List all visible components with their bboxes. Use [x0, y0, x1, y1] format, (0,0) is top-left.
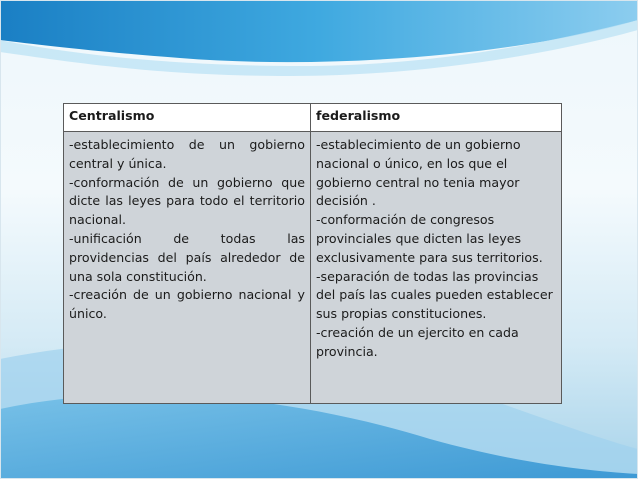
list-item: -conformación de un gobierno que dicte las leyes para todo el territorio nacional.: [69, 174, 310, 228]
list-item: -establecimiento de un gobierno central y única.: [69, 137, 310, 171]
list-item: -establecimiento de un gobierno nacional o único, en los que el gobierno central no tenia mayor decisión .: [316, 137, 525, 209]
table-header-row: [64, 104, 562, 132]
list-item: -creación de un gobierno nacional y único.: [69, 287, 310, 322]
header-centralismo: Centralismo: [64, 104, 311, 132]
comparison-table: [63, 103, 562, 404]
federalismo-cell: [311, 132, 562, 404]
table-row: [64, 132, 562, 404]
list-item: -separación de todas las provincias del país las cuales pueden establecer sus propias constituciones.: [316, 268, 557, 322]
header-federalismo: federalismo: [311, 104, 562, 132]
list-item: -unificación de todas las providencias del país alrededor de una sola constitución.: [69, 230, 310, 284]
centralismo-cell: [64, 132, 311, 404]
list-item: -conformación de congresos provinciales que dicten las leyes exclusivamente para sus territorios.: [316, 212, 543, 265]
list-item: -creación de un ejercito en cada provincia.: [316, 324, 523, 359]
